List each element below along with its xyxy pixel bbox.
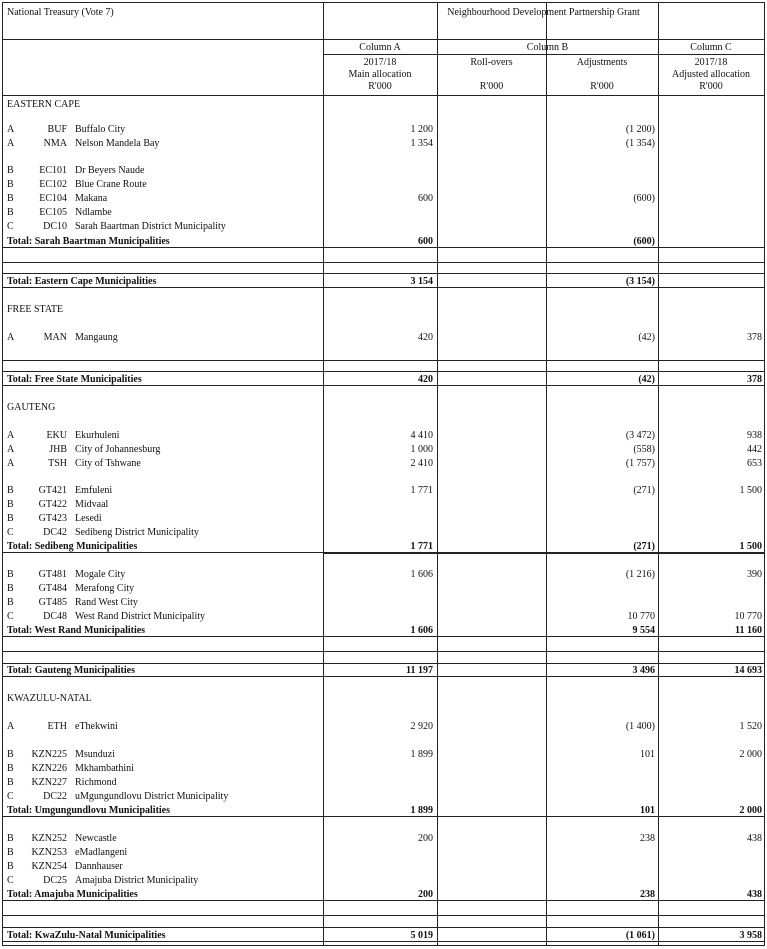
code-cell: GT423: [38, 513, 67, 524]
category-cell: C: [7, 527, 14, 538]
main-allocation-cell: 1 899: [410, 805, 433, 816]
divider: [323, 553, 764, 554]
main-allocation-cell: 1 606: [410, 625, 433, 636]
divider: [3, 927, 764, 928]
divider: [3, 816, 764, 817]
divider: [3, 262, 764, 263]
main-allocation-cell: 2 920: [410, 721, 433, 732]
adjusted-allocation-cell: 390: [747, 569, 762, 580]
divider: [3, 39, 764, 40]
total-label: Total: Eastern Cape Municipalities: [7, 276, 157, 287]
code-cell: KZN226: [31, 763, 67, 774]
adjusted-allocation-cell: 1 500: [739, 541, 762, 552]
name-cell: Sedibeng District Municipality: [75, 527, 199, 538]
category-cell: B: [7, 193, 14, 204]
category-cell: B: [7, 179, 14, 190]
main-allocation-cell: 1 354: [410, 138, 433, 149]
category-cell: B: [7, 499, 14, 510]
category-cell: B: [7, 749, 14, 760]
code-cell: DC22: [43, 791, 67, 802]
total-label: Total: Sedibeng Municipalities: [7, 541, 138, 552]
adjustment-cell: (600): [633, 236, 655, 247]
total-label: Total: Umgungundlovu Municipalities: [7, 805, 171, 816]
main-allocation-cell: 4 410: [410, 430, 433, 441]
province-name: GAUTENG: [7, 402, 56, 413]
adjusted-allocation-cell: 438: [747, 889, 762, 900]
code-cell: GT484: [38, 583, 67, 594]
total-label: Total: Sarah Baartman Municipalities: [7, 236, 170, 247]
main-allocation-cell: 1 899: [410, 749, 433, 760]
code-cell: TSH: [48, 458, 67, 469]
main-allocation-cell: 600: [418, 193, 433, 204]
main-allocation-cell: 5 019: [410, 930, 433, 941]
province-name: FREE STATE: [7, 304, 64, 315]
category-cell: A: [7, 124, 15, 135]
category-cell: B: [7, 847, 14, 858]
name-cell: Msunduzi: [75, 749, 115, 760]
category-cell: B: [7, 207, 14, 218]
adjustment-cell: (42): [638, 374, 655, 385]
adjusted-allocation-cell: 938: [747, 430, 762, 441]
adjusted-allocation-cell: 14 693: [734, 665, 762, 676]
ministry-title: National Treasury (Vote 7): [7, 7, 114, 18]
grant-title: Neighbourhood Development Partnership Grant: [447, 7, 640, 18]
name-cell: uMgungundlovu District Municipality: [75, 791, 229, 802]
adjustment-cell: (1 400): [625, 721, 655, 732]
category-cell: B: [7, 777, 14, 788]
name-cell: City of Tshwane: [75, 458, 141, 469]
code-cell: KZN252: [31, 833, 67, 844]
name-cell: Emfuleni: [75, 485, 113, 496]
adjustment-cell: (42): [638, 332, 655, 343]
divider: [3, 95, 764, 96]
adjusted-allocation-cell: 2 000: [739, 749, 762, 760]
code-cell: GT485: [38, 597, 67, 608]
name-cell: Buffalo City: [75, 124, 126, 135]
unit-label: R'000: [368, 81, 392, 92]
code-cell: KZN227: [31, 777, 67, 788]
code-cell: KZN225: [31, 749, 67, 760]
name-cell: City of Johannesburg: [75, 444, 161, 455]
code-cell: GT421: [38, 485, 67, 496]
total-label: Total: Free State Municipalities: [7, 374, 142, 385]
province-name: KWAZULU-NATAL: [7, 693, 92, 704]
unit-label: R'000: [479, 81, 504, 92]
divider: [323, 54, 764, 55]
main-allocation-cell: 3 154: [410, 276, 433, 287]
column-a-subtitle: Main allocation: [348, 69, 412, 80]
code-cell: KZN254: [31, 861, 67, 872]
rollovers-label: Roll-overs: [470, 57, 513, 68]
category-cell: A: [7, 430, 15, 441]
category-cell: A: [7, 458, 15, 469]
name-cell: Dannhauser: [75, 861, 123, 872]
divider: [3, 360, 764, 361]
unit-label: R'000: [590, 81, 614, 92]
divider: [3, 651, 764, 652]
main-allocation-cell: 420: [418, 374, 433, 385]
column-a-label: Column A: [359, 42, 401, 53]
divider: [3, 247, 764, 248]
main-allocation-cell: 11 197: [406, 665, 433, 676]
divider: [3, 941, 764, 942]
category-cell: C: [7, 875, 14, 886]
category-cell: A: [7, 444, 15, 455]
name-cell: Lesedi: [75, 513, 102, 524]
name-cell: Rand West City: [75, 597, 138, 608]
code-cell: BUF: [47, 124, 67, 135]
category-cell: A: [7, 332, 15, 343]
adjusted-allocation-cell: 2 000: [739, 805, 762, 816]
name-cell: Nelson Mandela Bay: [75, 138, 160, 149]
name-cell: Ndlambe: [75, 207, 112, 218]
main-allocation-cell: 200: [418, 889, 433, 900]
code-cell: EKU: [46, 430, 67, 441]
main-allocation-cell: 1 200: [410, 124, 433, 135]
name-cell: Blue Crane Route: [75, 179, 147, 190]
category-cell: B: [7, 833, 14, 844]
main-allocation-cell: 1 771: [410, 485, 433, 496]
column-a-year: 2017/18: [363, 57, 397, 68]
divider: [3, 900, 764, 901]
adjustment-cell: 238: [640, 889, 655, 900]
category-cell: C: [7, 791, 14, 802]
name-cell: Mkhambathini: [75, 763, 134, 774]
code-cell: GT422: [38, 499, 67, 510]
adjustment-cell: (1 757): [625, 458, 655, 469]
code-cell: DC42: [43, 527, 67, 538]
divider: [437, 3, 438, 945]
total-label: Total: Gauteng Municipalities: [7, 665, 135, 676]
total-label: Total: West Rand Municipalities: [7, 625, 146, 636]
name-cell: Richmond: [75, 777, 117, 788]
total-label: Total: KwaZulu-Natal Municipalities: [7, 930, 166, 941]
code-cell: KZN253: [31, 847, 67, 858]
adjustment-cell: (558): [633, 444, 655, 455]
adjustment-cell: (271): [633, 485, 655, 496]
unit-label: R'000: [699, 81, 723, 92]
category-cell: B: [7, 583, 14, 594]
code-cell: DC10: [43, 221, 67, 232]
category-cell: B: [7, 513, 14, 524]
adjustment-cell: (271): [633, 541, 655, 552]
code-cell: EC105: [39, 207, 67, 218]
adjustment-cell: (1 200): [625, 124, 655, 135]
name-cell: Mogale City: [75, 569, 126, 580]
divider: [3, 385, 764, 386]
adjusted-allocation-cell: 653: [747, 458, 762, 469]
name-cell: Midvaal: [75, 499, 109, 510]
adjustment-cell: (1 216): [625, 569, 655, 580]
main-allocation-cell: 600: [418, 236, 433, 247]
name-cell: Ekurhuleni: [75, 430, 120, 441]
adjustment-cell: 9 554: [632, 625, 655, 636]
adjustment-cell: 101: [640, 805, 655, 816]
code-cell: MAN: [43, 332, 67, 343]
adjustments-label: Adjustments: [576, 57, 628, 68]
name-cell: Mangaung: [75, 332, 118, 343]
adjusted-allocation-cell: 3 958: [739, 930, 762, 941]
column-c-year: 2017/18: [694, 57, 728, 68]
adjusted-allocation-cell: 1 520: [739, 721, 762, 732]
adjustment-cell: (600): [633, 193, 655, 204]
name-cell: eMadlangeni: [75, 847, 128, 858]
divider: [3, 371, 764, 372]
main-allocation-cell: 1 000: [410, 444, 433, 455]
adjusted-allocation-cell: 442: [747, 444, 762, 455]
name-cell: eThekwini: [75, 721, 118, 732]
code-cell: EC101: [39, 165, 67, 176]
main-allocation-cell: 1 771: [410, 541, 433, 552]
adjusted-allocation-cell: 1 500: [739, 485, 762, 496]
divider: [3, 636, 764, 637]
divider: [3, 676, 764, 677]
category-cell: A: [7, 138, 15, 149]
category-cell: C: [7, 611, 14, 622]
code-cell: GT481: [38, 569, 67, 580]
column-c-subtitle: Adjusted allocation: [671, 69, 751, 80]
adjusted-allocation-cell: 378: [747, 332, 762, 343]
adjustment-cell: (1 061): [625, 930, 655, 941]
province-name: EASTERN CAPE: [7, 99, 81, 110]
name-cell: Merafong City: [75, 583, 135, 594]
category-cell: B: [7, 569, 14, 580]
adjustment-cell: (3 154): [625, 276, 655, 287]
divider: [3, 915, 764, 916]
category-cell: A: [7, 721, 15, 732]
adjustment-cell: (3 472): [625, 430, 655, 441]
adjustment-cell: 101: [640, 749, 655, 760]
name-cell: Sarah Baartman District Municipality: [75, 221, 226, 232]
column-b-label: Column B: [526, 42, 569, 53]
category-cell: B: [7, 485, 14, 496]
main-allocation-cell: 2 410: [410, 458, 433, 469]
code-cell: DC25: [43, 875, 67, 886]
code-cell: ETH: [47, 721, 67, 732]
divider: [658, 3, 659, 945]
code-cell: NMA: [43, 138, 67, 149]
category-cell: B: [7, 861, 14, 872]
name-cell: Newcastle: [75, 833, 117, 844]
adjustment-cell: 10 770: [627, 611, 655, 622]
name-cell: West Rand District Municipality: [75, 611, 206, 622]
code-cell: EC104: [39, 193, 67, 204]
name-cell: Makana: [75, 193, 108, 204]
name-cell: Dr Beyers Naude: [75, 165, 145, 176]
code-cell: JHB: [49, 444, 67, 455]
divider: [3, 663, 764, 664]
main-allocation-cell: 1 606: [410, 569, 433, 580]
divider: [3, 273, 764, 274]
adjustment-cell: 3 496: [632, 665, 655, 676]
category-cell: B: [7, 165, 14, 176]
adjusted-allocation-cell: 11 160: [735, 625, 762, 636]
divider: [3, 287, 764, 288]
adjusted-allocation-cell: 10 770: [734, 611, 762, 622]
adjusted-allocation-cell: 438: [747, 833, 762, 844]
code-cell: EC102: [39, 179, 67, 190]
allocation-table: [2, 2, 765, 946]
total-label: Total: Amajuba Municipalities: [7, 889, 138, 900]
main-allocation-cell: 200: [418, 833, 433, 844]
code-cell: DC48: [43, 611, 67, 622]
adjustment-cell: 238: [640, 833, 655, 844]
main-allocation-cell: 420: [418, 332, 433, 343]
adjusted-allocation-cell: 378: [747, 374, 762, 385]
name-cell: Amajuba District Municipality: [75, 875, 199, 886]
category-cell: B: [7, 597, 14, 608]
column-c-label: Column C: [690, 42, 732, 53]
category-cell: C: [7, 221, 14, 232]
adjustment-cell: (1 354): [625, 138, 655, 149]
category-cell: B: [7, 763, 14, 774]
